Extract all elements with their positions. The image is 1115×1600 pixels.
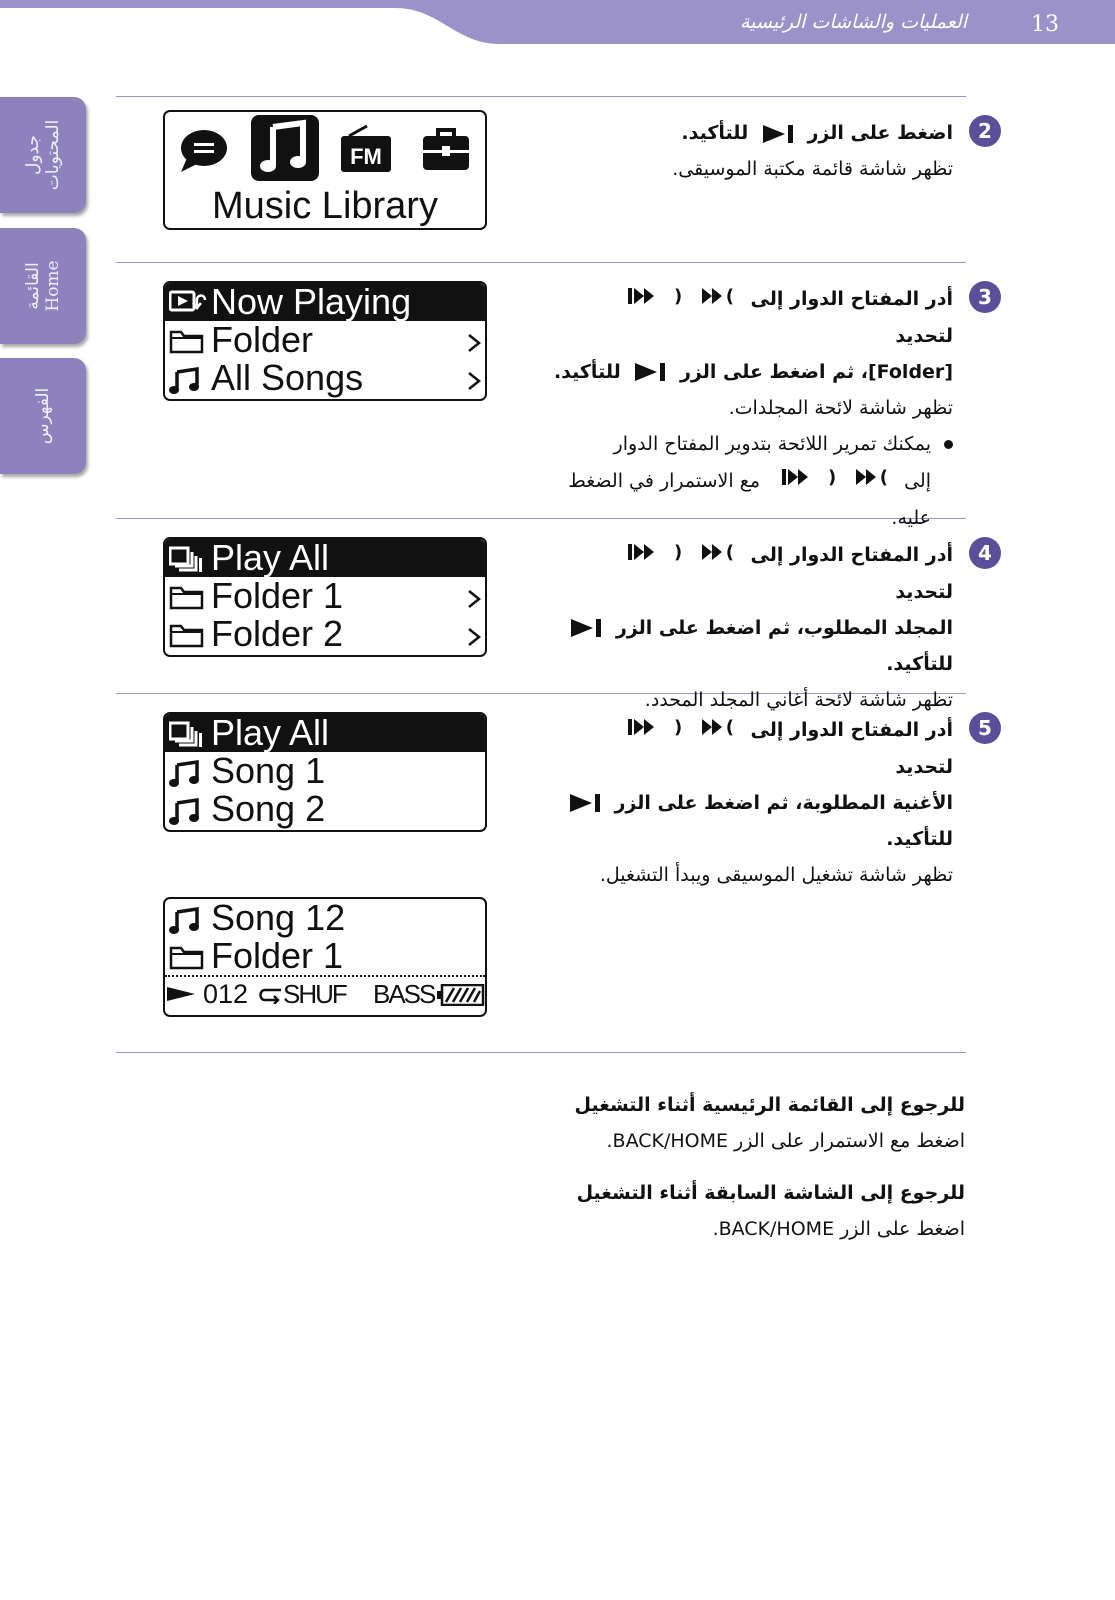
play-pause-button-icon bbox=[568, 793, 602, 813]
playback-song: Song 12 bbox=[165, 899, 485, 937]
rotary-direction-icons bbox=[618, 717, 738, 737]
step-4 bbox=[553, 537, 992, 718]
step-instruction: اضغط على الزر للتأكيد. bbox=[681, 122, 953, 144]
rotary-key-symbol bbox=[618, 713, 738, 749]
play-pause-button-icon bbox=[761, 124, 795, 144]
svg-text:): ) bbox=[673, 716, 683, 737]
page-header bbox=[0, 0, 1115, 48]
screen-home-list bbox=[163, 281, 487, 401]
list-row-folder-1: Folder 1 bbox=[165, 577, 485, 615]
side-tab-home-label: القائمة Home bbox=[23, 260, 63, 312]
step-result: تظهر شاشة لائحة المجلدات. bbox=[728, 396, 953, 419]
bullet-icon bbox=[944, 440, 953, 449]
step-instruction-3: للتأكيد. bbox=[886, 652, 953, 675]
chevron-right-icon bbox=[467, 333, 481, 353]
music-note-icon bbox=[169, 366, 201, 394]
chevron-right-icon bbox=[467, 371, 481, 391]
library-label: Music Library bbox=[212, 185, 438, 227]
list-row-song-1: Song 1 bbox=[165, 752, 485, 790]
note-heading: للرجوع إلى القائمة الرئيسية أثناء التشغيل bbox=[574, 1094, 965, 1116]
repeat-icon bbox=[257, 986, 283, 1004]
rotary-direction-icons bbox=[618, 542, 738, 562]
play-pause-button-icon bbox=[569, 618, 603, 638]
step-number-badge: 4 bbox=[969, 537, 1001, 569]
chevron-right-icon bbox=[467, 627, 481, 647]
side-tab-index[interactable] bbox=[0, 358, 86, 474]
divider bbox=[116, 262, 966, 263]
fm-radio-icon bbox=[339, 124, 393, 179]
note-text: اضغط مع الاستمرار على الزر BACK/HOME. bbox=[606, 1130, 965, 1152]
note-return-home bbox=[265, 1087, 965, 1159]
step-note: يمكنك تمرير اللائحة بتدوير المفتاح الدوار إلى ( ) مع الاستمرار في الضغط عليه. bbox=[553, 426, 953, 537]
step-result: تظهر شاشة قائمة مكتبة الموسيقى. bbox=[672, 158, 953, 180]
step-instruction: أدر المفتاح الدوار إلى ( ) لتحديد bbox=[553, 281, 953, 354]
note-heading: للرجوع إلى الشاشة السابقة أثناء التشغيل bbox=[576, 1182, 965, 1204]
step-instruction-2: [Folder]، ثم اضغط على الزر للتأكيد. bbox=[553, 360, 953, 383]
track-number: 012 bbox=[203, 979, 249, 1009]
step-instruction-3: للتأكيد. bbox=[886, 827, 953, 850]
list-row-song-2: Song 2 bbox=[165, 790, 485, 828]
music-note-icon bbox=[169, 797, 201, 825]
step-result: تظهر شاشة لائحة أغاني المجلد المحدد. bbox=[644, 688, 953, 711]
step-number-badge: 2 bbox=[969, 115, 1001, 147]
screen-playback bbox=[163, 897, 487, 1017]
divider bbox=[116, 96, 966, 97]
play-status-icon bbox=[167, 984, 197, 1004]
svg-text:FM: FM bbox=[350, 144, 382, 169]
svg-text:(: ( bbox=[725, 285, 734, 306]
step-number-badge: 5 bbox=[969, 712, 1001, 744]
step-instruction-2: الأغنية المطلوبة، ثم اضغط على الزر bbox=[553, 785, 953, 821]
svg-text:): ) bbox=[828, 466, 837, 487]
battery-icon bbox=[437, 984, 485, 1006]
step-2 bbox=[553, 115, 992, 187]
rotary-direction-icons bbox=[618, 286, 738, 306]
music-note-icon bbox=[169, 906, 201, 934]
rotary-direction-icons bbox=[772, 467, 892, 487]
list-row-play-all: Play All bbox=[165, 539, 485, 577]
svg-text:(: ( bbox=[725, 541, 734, 562]
svg-text:(: ( bbox=[725, 716, 734, 737]
screen-music-library bbox=[163, 110, 487, 230]
step-instruction: أدر المفتاح الدوار إلى ( ) لتحديد bbox=[553, 712, 953, 785]
side-tab-index-label: الفهرس bbox=[33, 387, 53, 445]
divider bbox=[116, 1052, 966, 1053]
shuffle-label: SHUF bbox=[283, 979, 346, 1009]
chevron-right-icon bbox=[467, 589, 481, 609]
svg-text:): ) bbox=[673, 285, 683, 306]
bass-label: BASS bbox=[373, 979, 435, 1009]
list-row-play-all: Play All bbox=[165, 714, 485, 752]
now-playing-icon bbox=[169, 290, 209, 316]
rotary-key-symbol bbox=[618, 282, 738, 318]
step-instruction-2: المجلد المطلوب، ثم اضغط على الزر bbox=[553, 610, 953, 646]
rotary-key-symbol bbox=[772, 463, 892, 500]
header-title: العمليات والشاشات الرئيسية bbox=[739, 11, 967, 33]
folder-icon bbox=[169, 584, 205, 610]
step-3 bbox=[553, 281, 992, 537]
step-instruction: أدر المفتاح الدوار إلى ( ) لتحديد bbox=[553, 537, 953, 610]
note-return-previous bbox=[265, 1175, 965, 1247]
playback-folder: Folder 1 bbox=[165, 937, 485, 975]
side-tab-contents[interactable] bbox=[0, 97, 86, 213]
list-row-folder-2: Folder 2 bbox=[165, 615, 485, 653]
note-text: اضغط على الزر BACK/HOME. bbox=[712, 1218, 965, 1240]
list-row-now-playing: Now Playing bbox=[165, 283, 485, 321]
speech-bubble-icon bbox=[179, 128, 229, 179]
play-all-icon bbox=[169, 721, 205, 749]
folder-icon bbox=[169, 622, 205, 648]
step-5 bbox=[553, 712, 992, 893]
screen-song-list bbox=[163, 712, 487, 832]
play-pause-button-icon bbox=[633, 362, 667, 382]
playback-status-bar bbox=[165, 975, 485, 1011]
music-note-icon bbox=[251, 115, 319, 186]
list-row-all-songs: All Songs bbox=[165, 359, 485, 397]
svg-text:): ) bbox=[673, 541, 683, 562]
side-tab-home[interactable] bbox=[0, 228, 86, 344]
page-number: 13 bbox=[1031, 12, 1059, 37]
step-result: تظهر شاشة تشغيل الموسيقى ويبدأ التشغيل. bbox=[599, 863, 953, 886]
svg-text:(: ( bbox=[879, 466, 889, 487]
list-row-folder: Folder bbox=[165, 321, 485, 359]
play-all-icon bbox=[169, 546, 205, 574]
step-number-badge: 3 bbox=[969, 281, 1001, 313]
rotary-key-symbol bbox=[618, 538, 738, 574]
folder-icon bbox=[169, 328, 205, 354]
side-tab-contents-label: جدول المحتويات bbox=[23, 119, 63, 191]
folder-icon bbox=[169, 944, 205, 970]
music-note-icon bbox=[169, 759, 201, 787]
toolbox-icon bbox=[421, 126, 471, 177]
screen-folder-list bbox=[163, 537, 487, 657]
